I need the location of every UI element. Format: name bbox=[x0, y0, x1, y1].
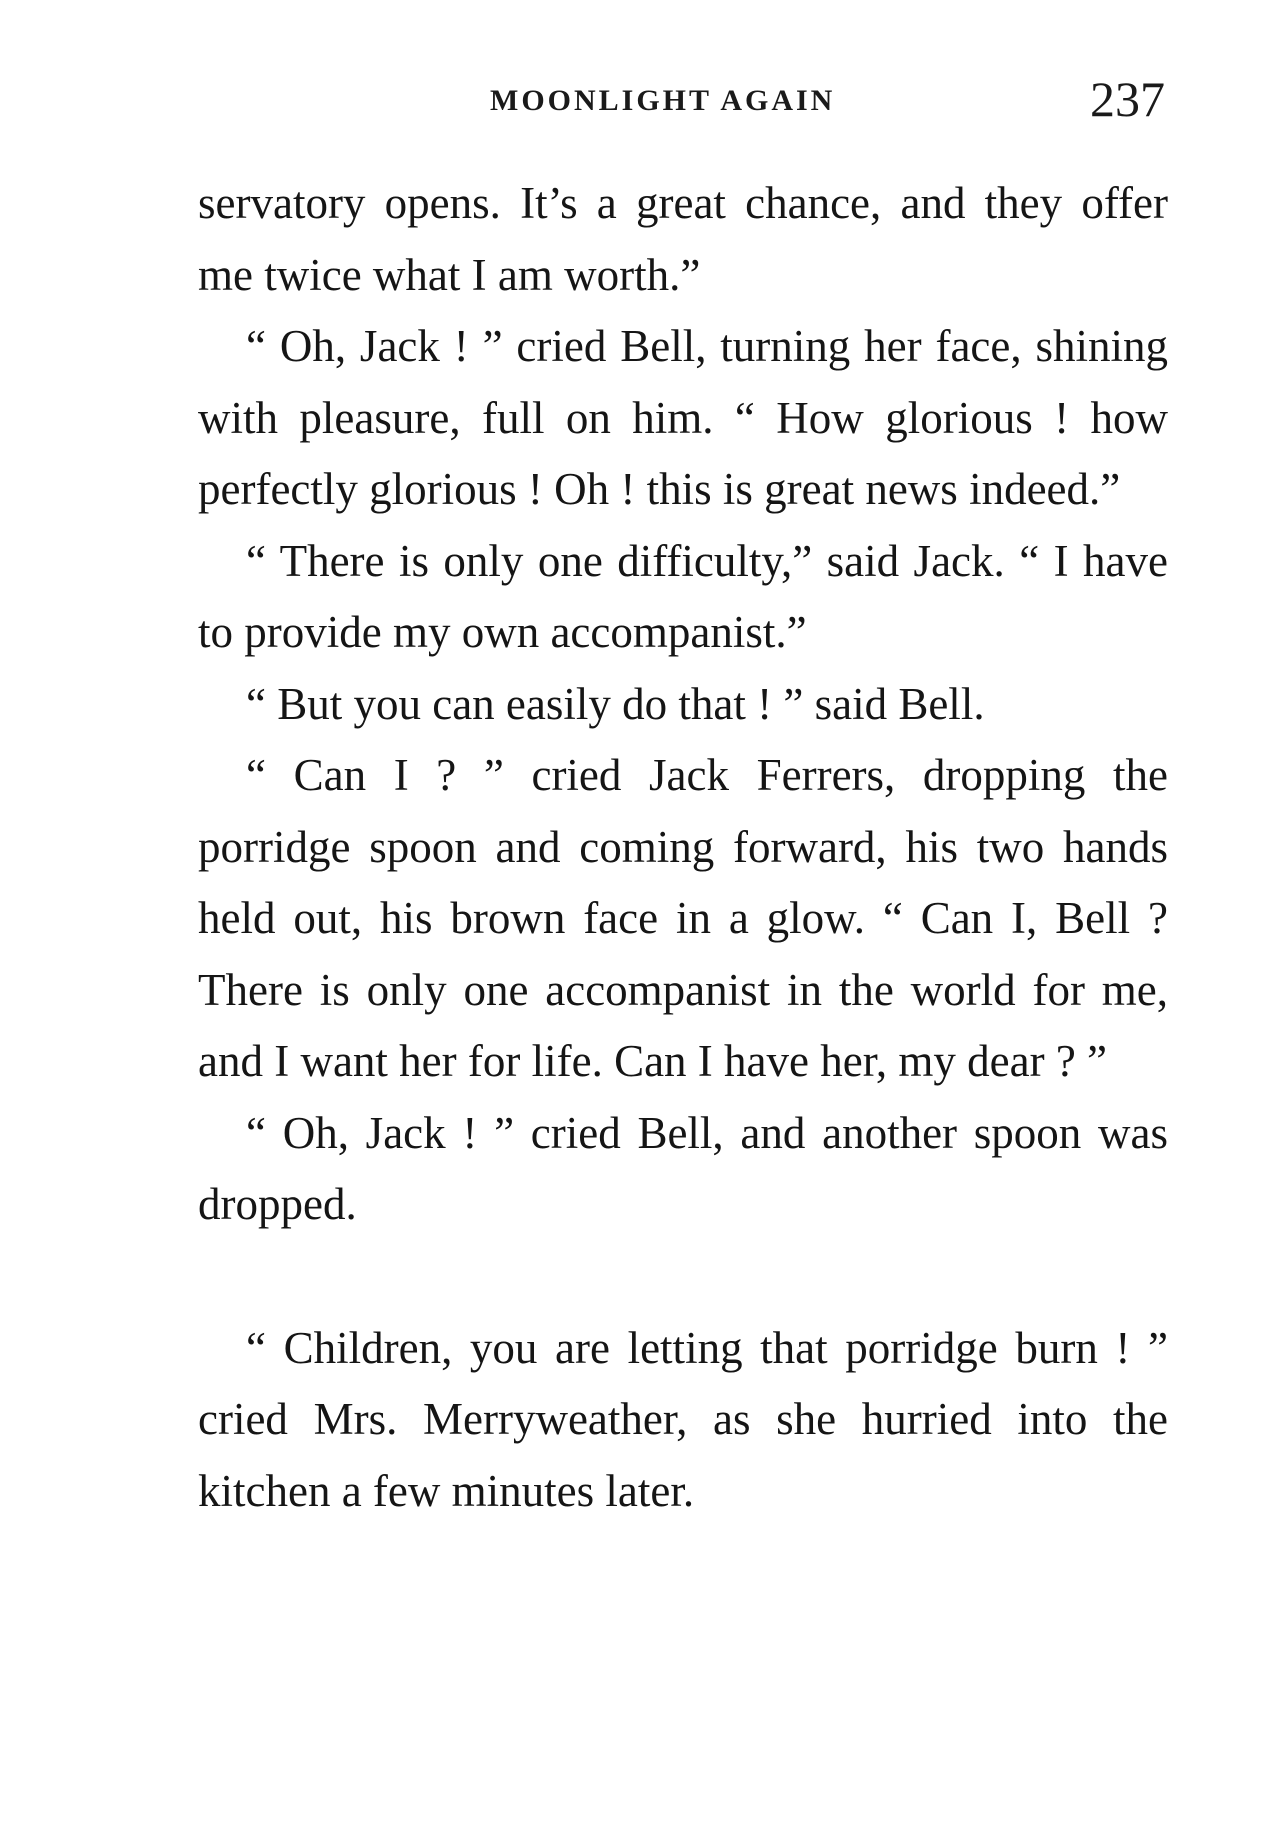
section-break bbox=[198, 1241, 1168, 1313]
running-head bbox=[195, 70, 1165, 130]
paragraph: “ Oh, Jack ! ” cried Bell, and another spoon was dropped. bbox=[198, 1107, 1168, 1229]
paragraph: “ But you can easily do that ! ” said Bell. bbox=[246, 678, 985, 729]
paragraph: “ Children, you are letting that porridge burn ! ” cried Mrs. Merryweather, as she hurried into the kitchen a few minutes later. bbox=[198, 1322, 1168, 1516]
paragraph: “ Can I ? ” cried Jack Ferrers, dropping the porridge spoon and coming forward, his two hands held out, his brown face in a glow. “ Can I, Bell ? There is only one accompanist in the world for me, and I want her for life. Can I have her, my dear ? ” bbox=[198, 750, 1168, 1086]
running-title: MOONLIGHT AGAIN bbox=[490, 84, 836, 117]
paragraph: “ There is only one difficulty,” said Jack. “ I have to provide my own accompanist.” bbox=[198, 535, 1168, 657]
paragraph: servatory opens. It’s a great chance, and they offer me twice what I am worth.” bbox=[198, 178, 1168, 300]
page-number: 237 bbox=[1090, 71, 1165, 127]
body-text bbox=[198, 168, 1168, 1527]
paragraph: “ Oh, Jack ! ” cried Bell, turning her face, shining with pleasure, full on him. “ How glorious ! how perfectly glorious ! Oh ! this is great news indeed.” bbox=[198, 321, 1168, 514]
